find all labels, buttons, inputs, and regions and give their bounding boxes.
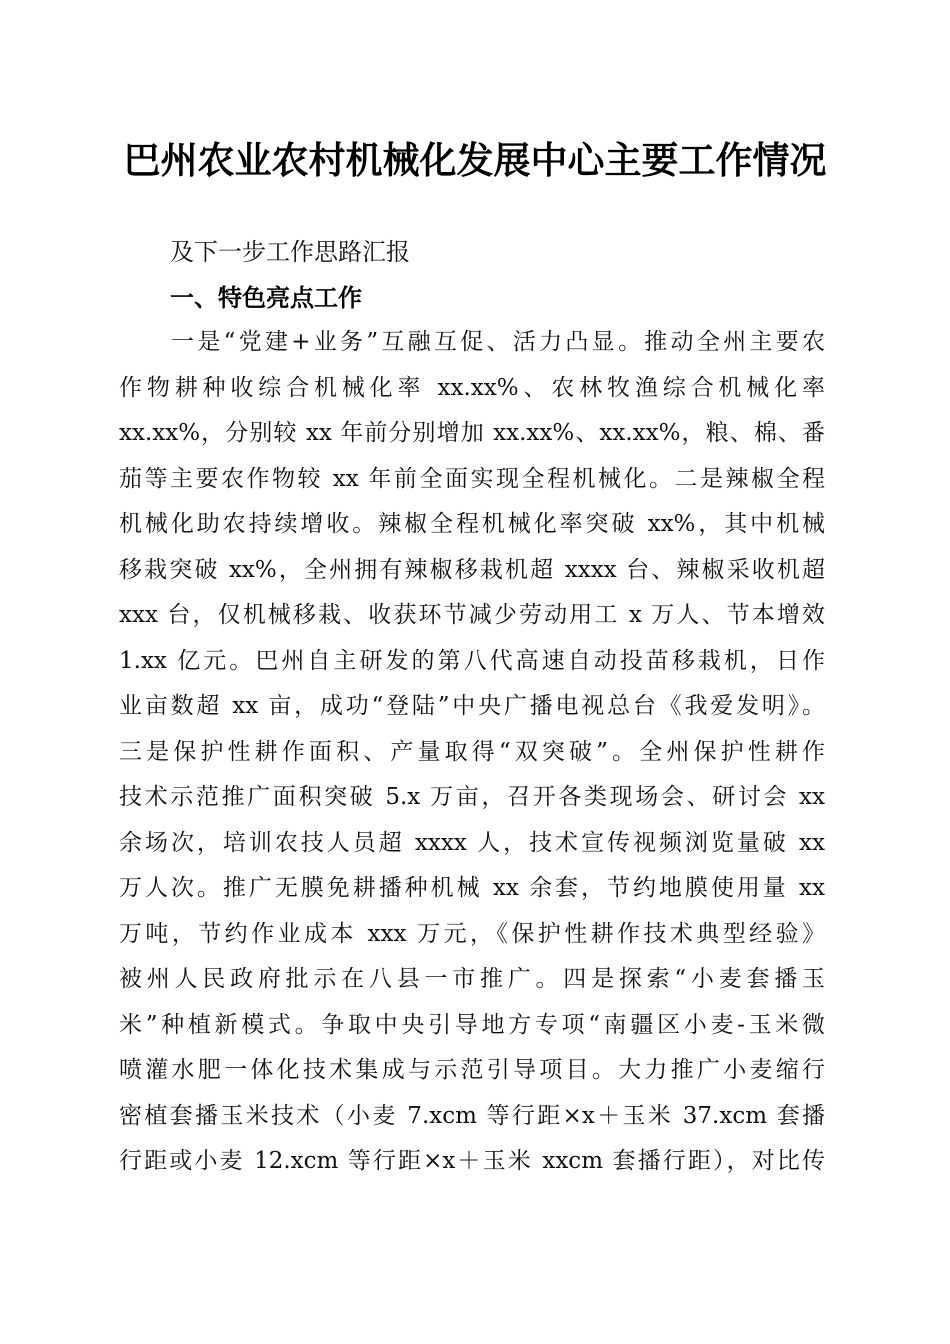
body-line: 米”种植新模式。争取中央引导地方专项“南疆区小麦-玉米微 [119,1011,825,1038]
body-line: 万人次。推广无膜免耕播种机械 xx 余套，节约地膜使用量 xx [119,875,825,901]
document-subtitle: 及下一步工作思路汇报 [170,238,410,266]
body-line: 万吨，节约作业成本 xxx 万元，《保护性耕作技术典型经验》 [119,920,825,947]
body-line: 1.xx 亿元。巴州自主研发的第八代高速自动投苗移栽机，日作 [119,647,825,674]
body-line: 余场次，培训农技人员超 xxxx 人，技术宣传视频浏览量破 xx [119,829,825,856]
body-line: 移栽突破 xx%，全州拥有辣椒移栽机超 xxxx 台、辣椒采收机超 [119,556,825,583]
document-title: 巴州农业农村机械化发展中心主要工作情况 [123,138,827,182]
body-paragraph [119,320,839,1185]
body-line: 一是“党建+业务”互融互促、活力凸显。推动全州主要农 [171,329,825,355]
body-line: 密植套播玉米技术（小麦 7.xcm 等行距×x＋玉米 37.xcm 套播 [119,1102,825,1129]
body-line: 作物耕种收综合机械化率 xx.xx%、农林牧渔综合机械化率 [119,374,825,401]
body-line: 喷灌水肥一体化技术集成与示范引导项目。大力推广小麦缩行 [119,1057,825,1083]
body-line: 技术示范推广面积突破 5.x 万亩，召开各类现场会、研讨会 xx [119,784,825,810]
body-line: 被州人民政府批示在八县一市推广。四是探索“小麦套播玉 [119,966,825,992]
body-line: 三是保护性耕作面积、产量取得“双突破”。全州保护性耕作 [119,738,825,765]
body-line: 行距或小麦 12.xcm 等行距×x＋玉米 xxcm 套播行距），对比传 [119,1148,825,1174]
section-heading: 一、特色亮点工作 [170,284,362,312]
body-line: 机械化助农持续增收。辣椒全程机械化率突破 xx%，其中机械 [119,511,825,537]
body-line: xx.xx%，分别较 xx 年前分别增加 xx.xx%、xx.xx%，粮、棉、番 [119,420,825,446]
body-line: 茄等主要农作物较 xx 年前全面实现全程机械化。二是辣椒全程 [119,465,825,492]
body-line: xxx 台，仅机械移栽、收获环节减少劳动用工 x 万人、节本增效 [119,602,825,628]
body-line: 业亩数超 xx 亩，成功“登陆”中央广播电视总台《我爱发明》。 [119,693,825,719]
